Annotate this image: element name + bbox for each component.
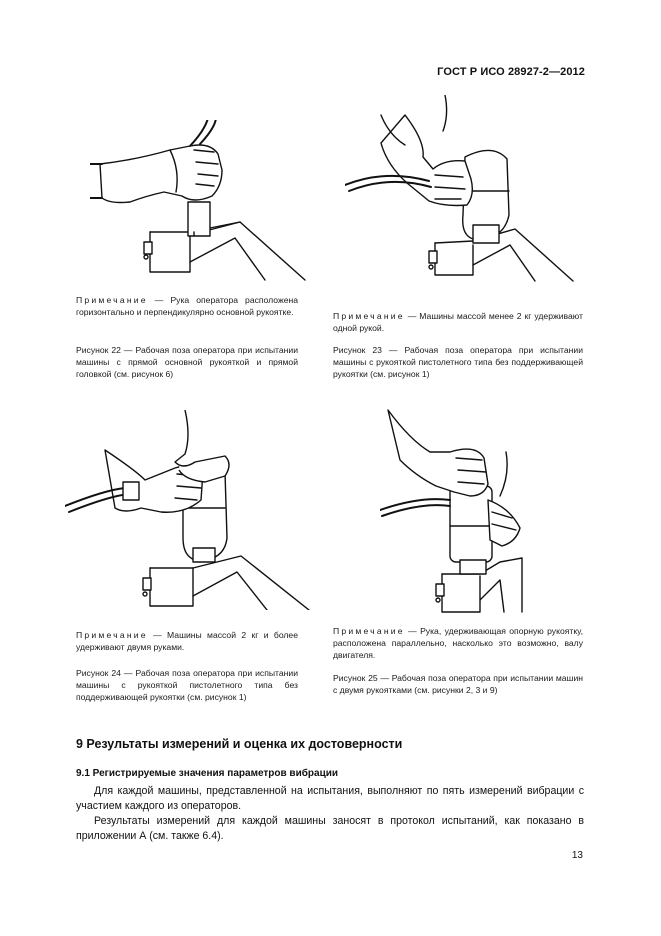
- subsection-title: 9.1 Регистрируемые значения параметров вибрации: [76, 768, 339, 779]
- figure-22-illustration: [90, 120, 310, 285]
- note-text: — Рука, удерживающая опорную рукоятку, расположена параллельно, насколько это возможно, валу двигателя.: [333, 626, 583, 661]
- figure-24-note: [76, 629, 298, 653]
- figure-25-caption: Рисунок 25 — Рабочая поза оператора при испытании машин с двумя рукоятками (см. рисунки 2, 3 и 9): [333, 673, 583, 696]
- note-label: Примечание: [333, 311, 405, 321]
- standard-header: ГОСТ Р ИСО 28927-2—2012: [437, 66, 585, 78]
- note-text: — Рука оператора расположена горизонтально и перпендикулярно основной рукоятке.: [76, 295, 298, 318]
- note-text: — Машины массой менее 2 кг удерживают одной рукой.: [333, 311, 583, 334]
- section-title: 9 Результаты измерений и оценка их достоверности: [76, 737, 403, 751]
- figure-24-caption: Рисунок 24 — Рабочая поза оператора при испытании машины с рукояткой пистолетного типа без поддерживающей рукоятки (см. рисунок 1): [76, 668, 298, 703]
- note-label: Примечание: [76, 295, 148, 305]
- figure-23-illustration: [345, 95, 580, 285]
- figure-25-note: [333, 625, 583, 662]
- page-number: 13: [571, 850, 583, 861]
- figure-23-note: [333, 310, 583, 334]
- figure-24-illustration: [65, 410, 315, 610]
- body-paragraph: Результаты измерений для каждой машины заносят в протокол испытаний, как показано в приложении А (см. также 6.4).: [76, 815, 584, 842]
- figure-22-note: [76, 294, 298, 318]
- figure-23-caption: Рисунок 23 — Рабочая поза оператора при испытании машины с рукояткой пистолетного типа без поддерживающей рукоятки (см. рисунок 1): [333, 345, 583, 380]
- note-label: Примечание: [76, 630, 148, 640]
- figure-22-caption: Рисунок 22 — Рабочая поза оператора при испытании машины с прямой основной рукояткой и прямой головкой (см. рисунок 6): [76, 345, 298, 380]
- body-paragraph: Для каждой машины, представленной на испытания, выполняют по пять измерений вибрации с участием каждого из операторов.: [76, 785, 584, 812]
- note-label: Примечание: [333, 626, 405, 636]
- figure-25-illustration: [380, 400, 580, 615]
- note-text: — Машины массой 2 кг и более удерживают двумя руками.: [76, 630, 298, 653]
